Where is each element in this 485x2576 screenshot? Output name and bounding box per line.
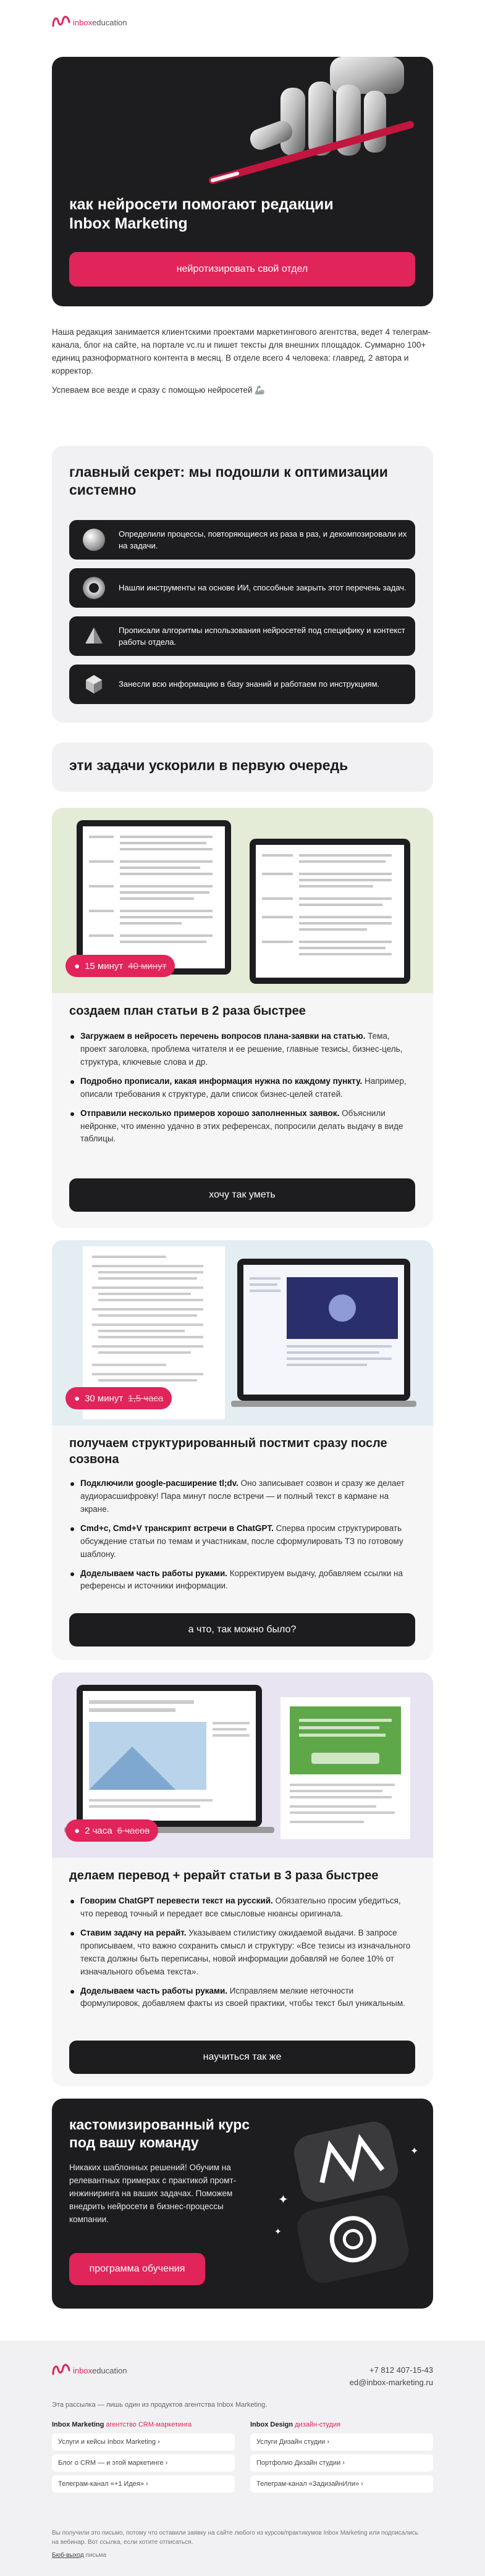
can-do-this-button[interactable]: а что, так можно было? — [69, 1613, 415, 1647]
secret-item-text: Занесли всю информацию в базу знаний и работаем по инструкциям. — [119, 679, 380, 689]
footer-col-title — [52, 2421, 235, 2428]
time-old: 6 часов — [117, 1825, 150, 1836]
sphere-icon — [83, 529, 105, 551]
pyramid-icon — [83, 625, 105, 647]
unsubscribe-link[interactable]: Бюб-выход — [52, 2552, 84, 2559]
case-steps — [69, 1477, 415, 1599]
footer-email[interactable]: ed@inbox-marketing.ru — [349, 2377, 433, 2387]
logo-text-b: education — [92, 18, 127, 27]
case-step-bold: Доделываем часть работы руками. — [80, 1986, 228, 1995]
intro-text — [52, 326, 433, 403]
logo-mark-icon — [52, 14, 70, 27]
footer-col-inbox-design — [250, 2421, 433, 2496]
email-footer — [0, 2341, 485, 2576]
course-title: кастомизированный курс под вашу команду — [69, 2117, 250, 2150]
unsubscribe-text: письма — [83, 2552, 107, 2559]
footer-link[interactable]: Телеграм-канал «ЗадизайнИли» › — [250, 2475, 433, 2493]
case-card-postmeet — [52, 1240, 433, 1660]
clock-icon: ● — [74, 1825, 80, 1836]
case-step — [69, 1522, 415, 1561]
case-title: получаем структурированный постмит сразу после созвона — [69, 1437, 387, 1466]
case-step — [69, 1477, 415, 1516]
time-new: 15 минут — [85, 960, 124, 971]
footer-note: Эта рассылка — лишь один из продуктов агентства Inbox Marketing. — [52, 2401, 268, 2409]
program-button[interactable]: программа обучения — [69, 2253, 205, 2285]
case-step-bold: Подключили google-расширение tl;dv. — [80, 1479, 238, 1488]
case-step — [69, 1895, 415, 1921]
case-step-text: Обязательно просим убедиться, что перевод точный и передает все смысловые нюансы оригинала. — [80, 1896, 401, 1918]
intro-paragraph-1: Наша редакция занимается клиентскими проектами маркетингового агентства, ведет 4 телеграм-канала, блог на сайте, на портале vc.ru и пишет тексты для внешних площадок. Суммарно 100+ единиц разноформатного контента в месяц. В отделе всего 4 человека: главред, 2 автора и корректор. — [52, 327, 431, 375]
sparkle-icon: ✦ — [410, 2145, 419, 2157]
course-text: Никаких шаблонных решений! Обучим на релевантных примерах с практикой промт-инжиниринга на ваших задачах. Поможем внедрить нейросети в бизнес-процессы компании. — [69, 2163, 237, 2224]
case-step-text: Сперва просим структурировать обсуждение статьи по темам и участникам, после сформулировать ТЗ по готовому шаблону. — [80, 1523, 403, 1559]
footer-col-inbox-marketing — [52, 2421, 235, 2496]
time-old: 1,5 часа — [128, 1393, 164, 1404]
footer-link[interactable]: Услуги Дизайн студии › — [250, 2433, 433, 2451]
case-step-bold: Доделываем часть работы руками. — [80, 1568, 228, 1578]
secret-item-text: Определили процессы, повторяющиеся из раза в раз, и декомпозировали их на задачи. — [119, 529, 407, 550]
case-step — [69, 1075, 415, 1101]
secret-title: главный секрет: мы подошли к оптимизации системно — [69, 464, 388, 498]
secret-item — [69, 568, 415, 608]
case-step-bold: Загружаем в нейросеть перечень вопросов плана-заявки на статью. — [80, 1031, 366, 1041]
case-title: создаем план статьи в 2 раза быстрее — [69, 1004, 306, 1018]
case-title: делаем перевод + рерайт статьи в 3 раза быстрее — [69, 1869, 379, 1882]
neurotize-team-button[interactable]: нейротизировать свой отдел — [69, 252, 415, 287]
logo-mark-icon — [52, 2362, 70, 2375]
ai-logos-illustration — [256, 2111, 429, 2296]
case-step-bold: Cmd+c, Cmd+V транскрипт встречи в ChatGPT. — [80, 1523, 274, 1533]
course-promo — [52, 2099, 433, 2309]
secret-item — [69, 616, 415, 656]
sparkle-icon: ✦ — [274, 2227, 282, 2237]
secret-section — [52, 446, 433, 723]
case-steps — [69, 1895, 415, 2016]
learn-same-button[interactable]: научиться так же — [69, 2041, 415, 2074]
case-step-text: Указываем стилистику ожидаемой выдачи. В запросе прописываем, что важно сохранить смысл и структуру: «Все тезисы из изначального текста должны быть переписаны, новой информации добавляй не более 10% от изначального объема текста». — [80, 1928, 411, 1976]
hero-banner — [52, 57, 433, 306]
logo-text-b: education — [92, 2366, 127, 2375]
want-this-button[interactable]: хочу так уметь — [69, 1178, 415, 1212]
polyhedron-icon — [83, 673, 105, 695]
case-step-bold: Отправили несколько примеров хорошо заполненных заявок. — [80, 1108, 340, 1118]
case-card-plan — [52, 808, 433, 1228]
sparkle-icon: ✦ — [278, 2192, 289, 2207]
case-step — [69, 1107, 415, 1146]
time-old: 40 минут — [128, 960, 167, 971]
case-step-text: Например, описали требования к структуре, дали список бизнес-целей статей. — [80, 1076, 407, 1099]
logo-text — [73, 2366, 127, 2375]
case-step — [69, 1985, 415, 2011]
footer-col-subtitle: дизайн-студия — [295, 2421, 341, 2428]
logo-text-a: inbox — [73, 2366, 93, 2375]
intro-paragraph-2: Успеваем все везде и сразу с помощью нейросетей 🦾 — [52, 385, 266, 395]
robot-hand-illustration — [188, 57, 423, 193]
unsubscribe-line — [52, 2552, 106, 2559]
clock-icon: ● — [74, 960, 80, 971]
secret-item-text: Нашли инструменты на основе ИИ, способные закрыть этот перечень задач. — [119, 583, 407, 593]
time-badge — [65, 1819, 158, 1842]
case-step-bold: Ставим задачу на рерайт. — [80, 1928, 187, 1937]
tasks-title: эти задачи ускорили в первую очередь — [69, 757, 348, 773]
case-step-text: Корректируем выдачу, добавляем ссылки на референсы и источники информации. — [80, 1568, 403, 1591]
torus-icon — [83, 577, 105, 599]
footer-phone[interactable]: +7 812 407-15-43 — [369, 2365, 433, 2375]
secret-item — [69, 520, 415, 560]
hero-title: как нейросети помогают редакции Inbox Marketing — [69, 196, 334, 233]
case-step-text: Тема, проект заголовка, проблема читателя и ее решение, главные тезисы, бизнес-цель, структура, ключевые слова и др. — [80, 1031, 403, 1067]
tasks-title-block — [52, 742, 433, 792]
time-new: 30 минут — [85, 1393, 124, 1404]
case-step — [69, 1567, 415, 1593]
footer-col-title-text: Inbox Marketing — [52, 2421, 104, 2428]
case-step — [69, 1927, 415, 1979]
case-step-text: Исправляем мелкие неточности формулировок, добавляем факты из своей практики, чтобы текст был уникальным. — [80, 1986, 405, 2008]
footer-legal-text: Вы получили это письмо, потому что оставили заявку на сайте любого из курсов/практикумов Inbox Marketing или подписались на вебинар. Вот ссылка, если хотите отписаться. — [52, 2530, 418, 2546]
email-header — [52, 14, 433, 43]
secret-item — [69, 665, 415, 704]
footer-link[interactable]: Телеграм-канал «+1 Идея» › — [52, 2475, 235, 2493]
secret-item-text: Прописали алгоритмы использования нейросетей под специфику и контекст работы отдела. — [119, 625, 405, 647]
clock-icon: ● — [74, 1393, 80, 1404]
logo-text — [73, 18, 127, 27]
brand-logo[interactable] — [52, 14, 433, 27]
footer-link[interactable]: Услуги и кейсы Inbox Marketing › — [52, 2433, 235, 2451]
footer-col-title-text: Inbox Design — [250, 2421, 293, 2428]
footer-link[interactable]: Портфолио Дизайн студии › — [250, 2454, 433, 2472]
case-step-text: Объяснили нейронке, что именно удачно в этих референсах, попросили делать выдачу в виде таблицы. — [80, 1108, 403, 1144]
footer-col-subtitle: агентство CRM-маркетинга — [106, 2421, 192, 2428]
footer-col-title — [250, 2421, 433, 2428]
case-card-translate — [52, 1672, 433, 2086]
case-step-bold: Подробно прописали, какая информация нужна по каждому пункту. — [80, 1076, 363, 1086]
footer-contacts — [350, 2364, 433, 2388]
case-step-text: Оно записывает созвон и сразу же делает аудиорасшифровку! Пара минут после встречи — и полный текст в кармане на экране. — [80, 1479, 405, 1514]
case-step-bold: Говорим ChatGPT перевести текст на русский. — [80, 1896, 273, 1905]
case-step — [69, 1030, 415, 1069]
logo-text-a: inbox — [73, 18, 93, 27]
time-new: 2 часа — [85, 1825, 112, 1836]
footer-logo[interactable] — [52, 2362, 127, 2375]
time-badge — [65, 1387, 172, 1409]
footer-link[interactable]: Блог о CRM — и этой маркетинге › — [52, 2454, 235, 2472]
time-badge — [65, 955, 175, 977]
case-steps — [69, 1030, 415, 1152]
